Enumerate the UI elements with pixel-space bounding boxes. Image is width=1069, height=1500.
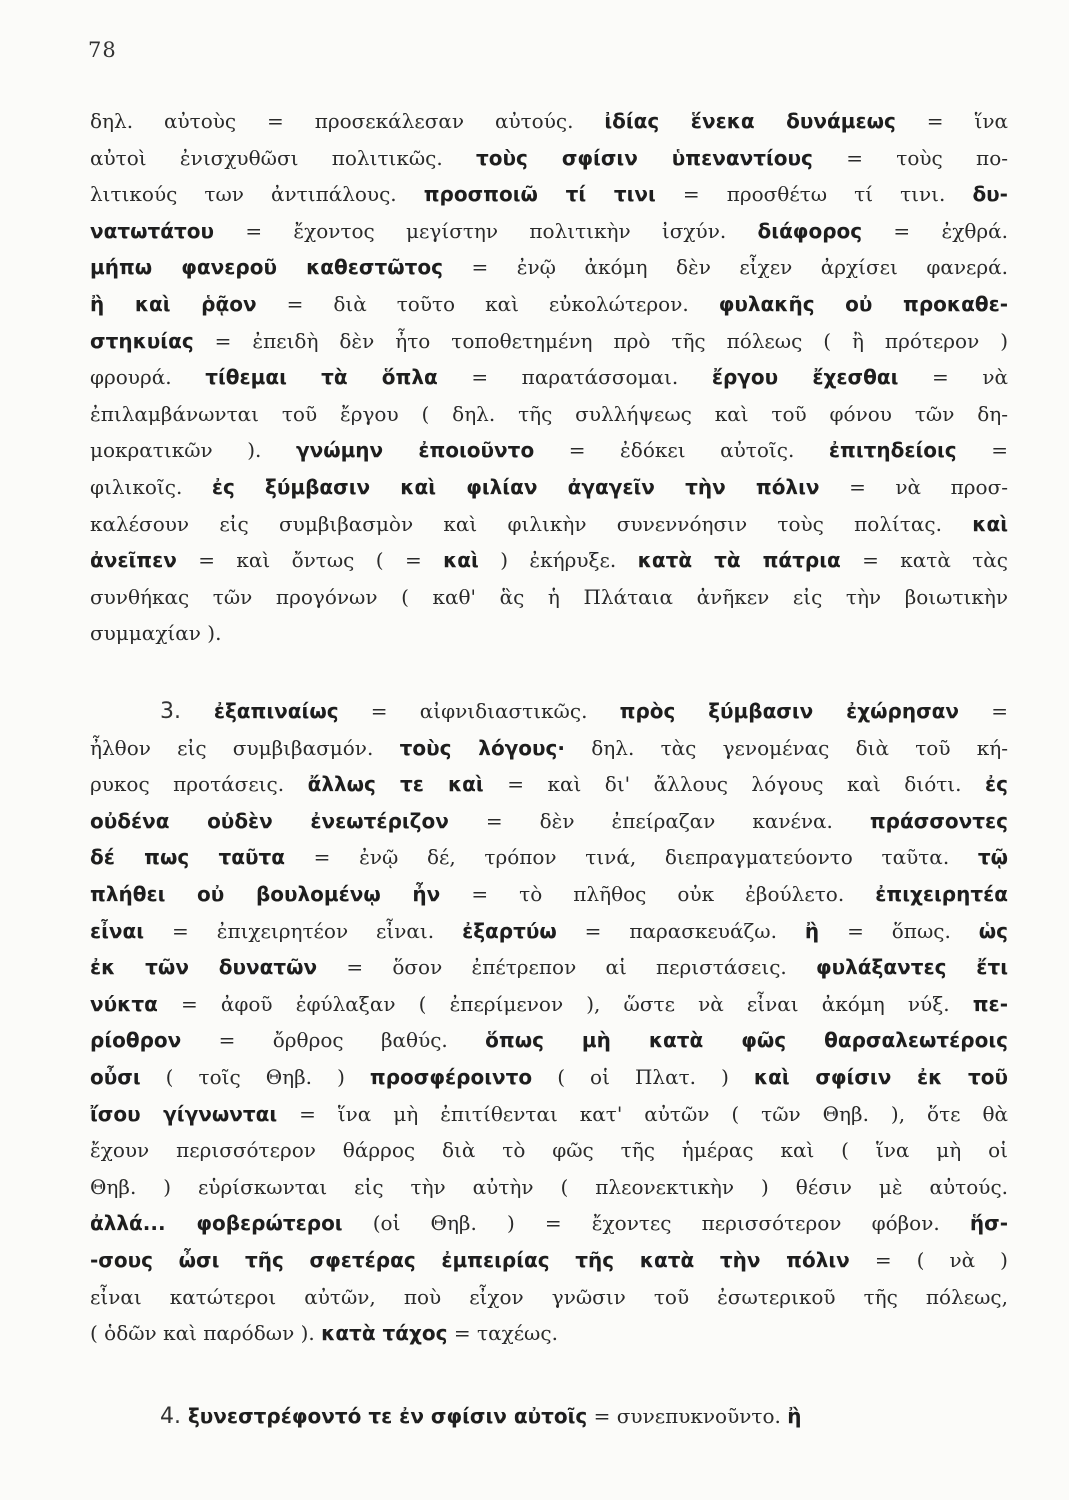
gloss-text: = ἔχοντος μεγίστην πολιτικὴν ἰσχύν. <box>214 218 758 243</box>
text-line <box>90 432 1008 469</box>
lemma-term: ὅπως μὴ κατὰ φῶς θαρσαλεωτέροις <box>485 1028 1008 1053</box>
text-line <box>90 286 1008 323</box>
text-line <box>90 1205 1008 1242</box>
lemma-term: πε- <box>972 991 1008 1016</box>
gloss-text: = προσθέτω τί τινι. <box>655 182 973 207</box>
text-line <box>90 1398 1008 1435</box>
gloss-text: = τοὺς πο- <box>812 145 1008 170</box>
lemma-term: στηκυίας <box>90 328 194 353</box>
text-line <box>90 730 1008 767</box>
text-line <box>90 213 1008 250</box>
lemma-term: προσφέροιντο <box>369 1064 533 1089</box>
lemma-term: τῷ <box>977 845 1008 870</box>
lemma-term: ἢ <box>804 918 820 943</box>
text-line <box>90 986 1008 1023</box>
lemma-term: νύκτα <box>90 991 158 1016</box>
gloss-text: ἐπιλαμβάνωνται τοῦ ἔργου ( δηλ. τῆς συλλήψεως καὶ τοῦ φόνου τῶν δη- <box>90 401 1008 426</box>
gloss-text: = καὶ δι' ἄλλους λόγους καὶ διότι. <box>483 772 985 797</box>
gloss-text: = δὲν ἐπείραζαν κανένα. <box>448 808 870 833</box>
lemma-term: καὶ <box>443 548 479 573</box>
text-line <box>90 103 1008 140</box>
lemma-term: διάφορος <box>757 218 863 243</box>
text-line <box>90 1096 1008 1133</box>
gloss-text: συμμαχίαν ). <box>90 621 222 646</box>
lemma-term: ἀνεῖπεν <box>90 548 177 573</box>
gloss-text: = ἵνα <box>895 109 1008 133</box>
gloss-text: = συνεπυκνοῦντο. <box>587 1404 788 1428</box>
text-line <box>90 1022 1008 1059</box>
text-line <box>90 876 1008 913</box>
lemma-term: καὶ σφίσιν ἐκ τοῦ <box>753 1064 1008 1089</box>
lemma-term: πλήθει οὐ βουλομένῳ ἦν <box>90 881 441 906</box>
gloss-text: = διὰ τοῦτο καὶ εὐκολώτερον. <box>256 291 719 316</box>
lemma-term: ὡς <box>978 918 1008 943</box>
page-number: 78 <box>88 38 117 62</box>
lemma-term: ἢ <box>787 1404 802 1428</box>
lemma-term: ἐξαρτύω <box>462 918 557 943</box>
gloss-text: = ὅπως. <box>819 918 979 943</box>
text-line <box>90 176 1008 213</box>
gloss-text: συνθήκας τῶν προγόνων ( καθ' ἃς ἡ Πλάταια ἀνῆκεν εἰς τὴν βοιωτικὴν <box>90 584 1008 609</box>
gloss-text: εἶναι κατώτεροι αὐτῶν, ποὺ εἶχον γνῶσιν τοῦ ἐσωτερικοῦ τῆς πόλεως, <box>90 1284 1008 1309</box>
lemma-term: τοὺς σφίσιν ὑπεναντίους <box>476 145 813 170</box>
gloss-text: Θηβ. ) εὑρίσκωνται εἰς τὴν αὐτὴν ( πλεονεκτικὴν ) θέσιν μὲ αὐτούς. <box>90 1174 1008 1199</box>
lemma-term: τοὺς λόγους· <box>399 735 566 760</box>
lemma-term: οὖσι <box>90 1064 141 1089</box>
lemma-term: κατὰ τάχος <box>321 1321 448 1346</box>
lemma-term: νατωτάτου <box>90 218 215 243</box>
lemma-term: δυ- <box>972 182 1008 207</box>
lemma-term: ἢ καὶ ῥᾷον <box>90 291 257 316</box>
gloss-text: = ἵνα μὴ ἐπιτίθενται κατ' αὐτῶν ( τῶν Θηβ. ), ὅτε θὰ <box>277 1101 1008 1126</box>
lemma-term: ἐπιτηδείοις <box>828 438 957 463</box>
gloss-text: = ( νὰ ) <box>849 1247 1008 1272</box>
text-line <box>90 469 1008 506</box>
gloss-text: καλέσουν εἰς συμβιβασμὸν καὶ φιλικὴν συνεννόησιν τοὺς πολίτας. <box>90 511 973 536</box>
lemma-term: ἥσ- <box>969 1211 1008 1236</box>
text-line <box>90 839 1008 876</box>
text-line <box>90 766 1008 803</box>
lemma-term: εἶναι <box>90 918 145 943</box>
gloss-text: αὐτοὶ ἐνισχυθῶσι πολιτικῶς. <box>90 145 477 170</box>
gloss-text: = παρασκευάζω. <box>556 918 805 943</box>
text-line <box>90 803 1008 840</box>
lemma-term: πρὸς ξύμβασιν ἐχώρησαν <box>619 699 960 723</box>
lemma-term: δέ πως ταῦτα <box>90 845 285 870</box>
gloss-text: = καὶ ὄντως ( = <box>176 548 444 573</box>
text-line <box>90 949 1008 986</box>
lemma-term: προσποιῶ τί τινι <box>423 182 656 207</box>
text-line <box>90 693 1008 730</box>
paragraph-4 <box>90 1398 1008 1435</box>
lemma-term: ἰδίας ἕνεκα δυνάμεως <box>604 109 896 133</box>
gloss-text: = ὄρθρος βαθύς. <box>181 1028 486 1053</box>
gloss-text: ( τοῖς Θηβ. ) <box>140 1064 370 1089</box>
gloss-text: ἦλθον εἰς συμβιβασμόν. <box>90 735 400 760</box>
paragraph-2 <box>90 103 1008 652</box>
text-line <box>90 1279 1008 1316</box>
lemma-term: φυλάξαντες ἔτι <box>816 955 1008 980</box>
gloss-text: μοκρατικῶν ). <box>90 438 296 463</box>
gloss-text: = νὰ προσ- <box>819 474 1008 499</box>
text-line <box>90 615 1008 652</box>
gloss-text: = <box>959 699 1008 723</box>
gloss-text: ἔχουν περισσότερον θάρρος διὰ τὸ φῶς τῆς ἡμέρας καὶ ( ἵνα μὴ οἱ <box>90 1138 1008 1163</box>
gloss-text: ρυκος προτάσεις. <box>90 772 308 797</box>
gloss-text: = ἐχθρά. <box>862 218 1008 243</box>
paragraph-3 <box>90 693 1008 1352</box>
text-line <box>90 1059 1008 1096</box>
gloss-text: ( οἱ Πλατ. ) <box>532 1064 754 1089</box>
gloss-text: = ἐνῷ δέ, τρόπον τινά, διεπραγματεύοντο ταῦτα. <box>285 845 978 870</box>
text-line <box>90 913 1008 950</box>
gloss-text: ( ὁδῶν καὶ παρόδων ). <box>90 1321 322 1346</box>
lemma-term: ἐς <box>985 772 1008 797</box>
lemma-term: ἐξαπιναίως <box>213 699 339 723</box>
gloss-text: = ἐδόκει αὐτοῖς. <box>534 438 829 463</box>
lemma-term: καὶ <box>972 511 1008 536</box>
gloss-text: = αἰφνιδιαστικῶς. <box>338 699 620 723</box>
lemma-term: γνώμην ἐποιοῦντο <box>295 438 535 463</box>
gloss-text: = ἀφοῦ ἐφύλαξαν ( ἐπερίμενον ), ὥστε νὰ εἶναι ἀκόμη νύξ. <box>157 991 973 1016</box>
gloss-text: λιτικούς των ἀντιπάλους. <box>90 182 424 207</box>
text-line <box>90 249 1008 286</box>
lemma-term: πράσσοντες <box>869 808 1008 833</box>
text-line <box>90 1169 1008 1206</box>
lemma-term: ξυνεστρέφοντό τε ἐν σφίσιν αὐτοῖς <box>187 1404 588 1428</box>
gloss-text: = ὅσον ἐπέτρεπον αἱ περιστάσεις. <box>317 955 816 980</box>
text-line <box>90 579 1008 616</box>
gloss-text: δηλ. αὐτοὺς = προσεκάλεσαν αὐτούς. <box>90 109 605 133</box>
gloss-text: = <box>956 438 1008 463</box>
lemma-term: ἄλλως τε καὶ <box>307 772 484 797</box>
text-line <box>90 1315 1008 1352</box>
text-line <box>90 140 1008 177</box>
gloss-text: φιλικοῖς. <box>90 474 212 499</box>
text-line <box>90 506 1008 543</box>
lemma-term: μήπω φανεροῦ καθεστῶτος <box>90 255 443 280</box>
gloss-text: = ταχέως. <box>447 1321 558 1346</box>
lemma-term: τίθεμαι τὰ ὅπλα <box>205 365 438 390</box>
text-line <box>90 542 1008 579</box>
gloss-text: = τὸ πλῆθος οὐκ ἐβούλετο. <box>440 881 876 906</box>
gloss-text: ) ἐκήρυξε. <box>478 548 638 573</box>
lemma-term: -σους ὦσι τῆς σφετέρας ἐμπειρίας τῆς κατὰ τὴν πόλιν <box>90 1247 850 1272</box>
section-number: 3. <box>160 699 214 724</box>
section-number: 4. <box>160 1404 188 1429</box>
text-line <box>90 1132 1008 1169</box>
gloss-text: = κατὰ τὰς <box>840 548 1008 573</box>
lemma-term: ρίοθρον <box>90 1028 182 1053</box>
lemma-term: ἔργου ἔχεσθαι <box>711 365 899 390</box>
lemma-term: φυλακῆς οὐ προκαθε- <box>718 291 1008 316</box>
lemma-term: ἐς ξύμβασιν καὶ φιλίαν ἀγαγεῖν τὴν πόλιν <box>211 474 820 499</box>
lemma-term: ἀλλά... φοβερώτεροι <box>90 1211 343 1236</box>
gloss-text: = παρατάσσομαι. <box>437 365 712 390</box>
lemma-term: ἴσου γίγνωνται <box>90 1101 278 1126</box>
text-line <box>90 359 1008 396</box>
text-line <box>90 1242 1008 1279</box>
gloss-text: = νὰ <box>898 365 1008 390</box>
lemma-term: οὐδένα οὐδὲν ἐνεωτέριζον <box>90 808 449 833</box>
gloss-text: = ἐπειδὴ δὲν ἦτο τοποθετημένη πρὸ τῆς πόλεως ( ἢ πρότερον ) <box>193 328 1008 353</box>
text-line <box>90 323 1008 360</box>
lemma-term: ἐπιχειρητέα <box>875 881 1008 906</box>
gloss-text: = ἐπιχειρητέον εἶναι. <box>144 918 463 943</box>
gloss-text: δηλ. τὰς γενομένας διὰ τοῦ κή- <box>565 735 1008 760</box>
gloss-text: = ἐνῷ ἀκόμη δὲν εἶχεν ἀρχίσει φανερά. <box>442 255 1008 280</box>
lemma-term: ἐκ τῶν δυνατῶν <box>90 955 318 980</box>
gloss-text: (οἱ Θηβ. ) = ἔχοντες περισσότερον φόβον. <box>342 1211 970 1236</box>
lemma-term: κατὰ τὰ πάτρια <box>637 548 841 573</box>
text-line <box>90 396 1008 433</box>
gloss-text: φρουρά. <box>90 365 206 390</box>
